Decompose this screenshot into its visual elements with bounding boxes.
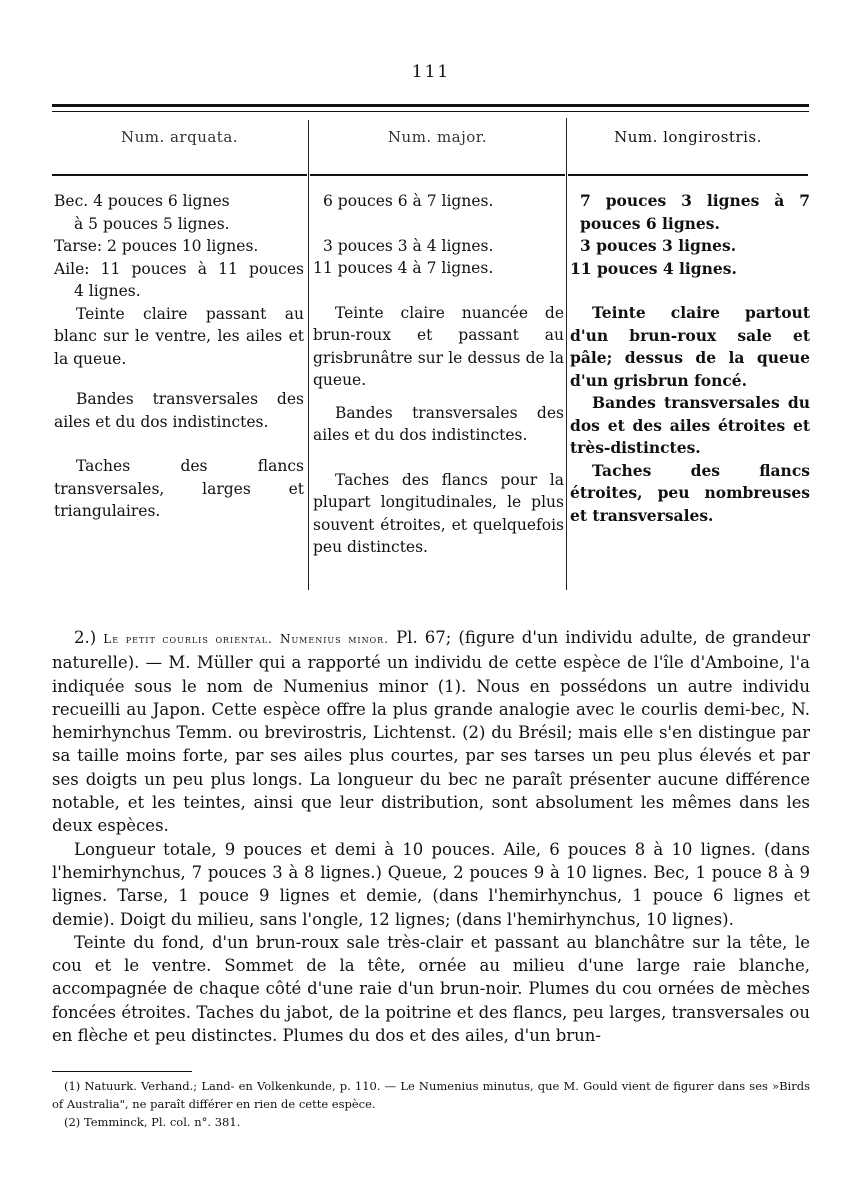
spacer — [313, 392, 564, 402]
spacer — [313, 280, 564, 302]
column-arquata — [54, 190, 304, 523]
column-longirostris — [570, 190, 810, 527]
footnotes — [52, 1077, 810, 1131]
measure-line: 3 pouces 3 à 4 lignes. — [323, 236, 494, 255]
column-major — [313, 190, 564, 559]
bandes-text: Bandes transversales des ailes et du dos indistinctes. — [313, 403, 564, 444]
measure-line: 4 lignes. — [74, 282, 141, 300]
footnote: (2) Temminck, Pl. col. n°. 381. — [64, 1115, 241, 1129]
teinte-text: Teinte claire passant au blanc sur le ventre, les ailes et la queue. — [54, 304, 304, 368]
spacer — [54, 370, 304, 388]
paragraph-coloration: Teinte du fond, d'un brun-roux sale très-clair et passant au blanchâtre sur la tête, le cou et le ventre. Sommet de la tête, ornée au milieu d'une large raie blanche, accompagnée de chaque côté d'une raie d'un brun-noir. Plumes du cou ornées de mèches foncées étroites. Taches du jabot, de la poitrine et des flancs, peu larges, transversales ou en flèche et peu distinctes. Plumes du dos et des ailes, d'un brun- — [52, 932, 810, 1046]
header-rule-thick — [52, 104, 809, 107]
paragraph-measurements: Longueur totale, 9 pouces et demi à 10 pouces. Aile, 6 pouces 8 à 10 lignes. (dans l'hemirhynchus, 7 pouces 3 à 8 lignes.) Queue, 2 pouces 9 à 10 lignes. Bec, 1 pouce 8 à 9 lignes. Tarse, 1 pouce 9 lignes et demie, (dans l'hemirhynchus, 1 pouce 6 lignes et demie). Doigt du milieu, sans l'ongle, 12 lignes; (dans l'hemirhynchus, 10 lignes). — [52, 839, 810, 929]
spacer — [570, 280, 810, 302]
body-text — [52, 626, 810, 1047]
taches-text: Taches des flancs étroites, peu nombreuses et transversales. — [570, 460, 810, 525]
species-description: Pl. 67; (figure d'un individu adulte, de grandeur naturelle). — M. Müller qui a rapporté un individu de cette espèce de l'île d'Amboine, l'a indiquée sous le nom de Numenius minor (1). Nous en possédons un autre individu recueilli au Japon. Cette espèce offre la plus grande analogie avec le courlis demi-bec, N. hemirhynchus Temm. ou brevirostris, Lichtenst. (2) du Brésil; mais elle s'en distingue par sa taille moins forte, par ses ailes plus courtes, par ses tarses un peu plus élevés et par ses doigts un peu plus longs. La longueur du bec ne paraît présenter aucune différence notable, et les teintes, ainsi que leur distribution, sont absolument les mêmes dans les deux espèces. — [52, 628, 810, 836]
bandes-text: Bandes transversales du dos et des ailes étroites et très-distinctes. — [570, 393, 810, 457]
spacer — [313, 447, 564, 469]
measure-line: 11 pouces 4 à 7 lignes. — [313, 259, 494, 277]
paragraph-species-intro — [52, 626, 810, 838]
measure-line: Tarse: 2 pouces 10 lignes. — [54, 237, 259, 255]
page-number: 111 — [411, 62, 451, 82]
spacer — [313, 213, 564, 235]
measure-line: à 5 pouces 5 lignes. — [74, 214, 230, 233]
column-divider — [566, 118, 567, 590]
species-number: 2.) — [74, 628, 97, 647]
measure-line: Bec. 4 pouces 6 lignes — [54, 192, 230, 210]
species-common-name: Le petit courlis oriental. — [103, 632, 273, 646]
measure-line: 7 pouces 3 lignes à 7 pouces 6 lignes. — [580, 191, 810, 233]
column-header-longirostris: Num. longirostris. — [614, 128, 762, 146]
column-header-major: Num. major. — [387, 128, 488, 146]
measure-line: 6 pouces 6 à 7 lignes. — [323, 192, 494, 210]
column-header-arquata: Num. arquata. — [120, 128, 239, 146]
measure-line: Aile: 11 pouces à 11 pouces — [54, 259, 304, 278]
spacer — [54, 433, 304, 455]
header-rule-thin — [52, 111, 809, 112]
column-divider — [308, 120, 309, 590]
bandes-text: Bandes transversales des ailes et du dos indistinctes. — [54, 390, 304, 431]
column-header-rule — [568, 174, 808, 176]
measure-line: 3 pouces 3 lignes. — [580, 236, 737, 255]
teinte-text: Teinte claire nuancée de brun-roux et passant au grisbrunâtre sur le dessus de la queue. — [313, 303, 564, 389]
teinte-text: Teinte claire partout d'un brun-roux sale et pâle; dessus de la queue d'un grisbrun foncé. — [570, 303, 810, 390]
taches-text: Taches des flancs transversales, larges et triangulaires. — [54, 457, 304, 520]
taches-text: Taches des flancs pour la plupart longitudinales, le plus souvent étroites, et quelquefois peu distinctes. — [313, 470, 564, 556]
measure-line: 11 pouces 4 lignes. — [570, 258, 737, 278]
footnote: (1) Natuurk. Verhand.; Land- en Volkenkunde, p. 110. — Le Numenius minutus, que M. Gould vient de figurer dans ses »Birds of Australia", ne paraît différer en rien de cette espèce. — [52, 1079, 810, 1111]
species-latin-name: Numenius minor. — [279, 632, 389, 646]
column-header-rule — [52, 174, 307, 176]
footnote-rule — [52, 1071, 192, 1072]
column-header-rule — [310, 174, 565, 176]
